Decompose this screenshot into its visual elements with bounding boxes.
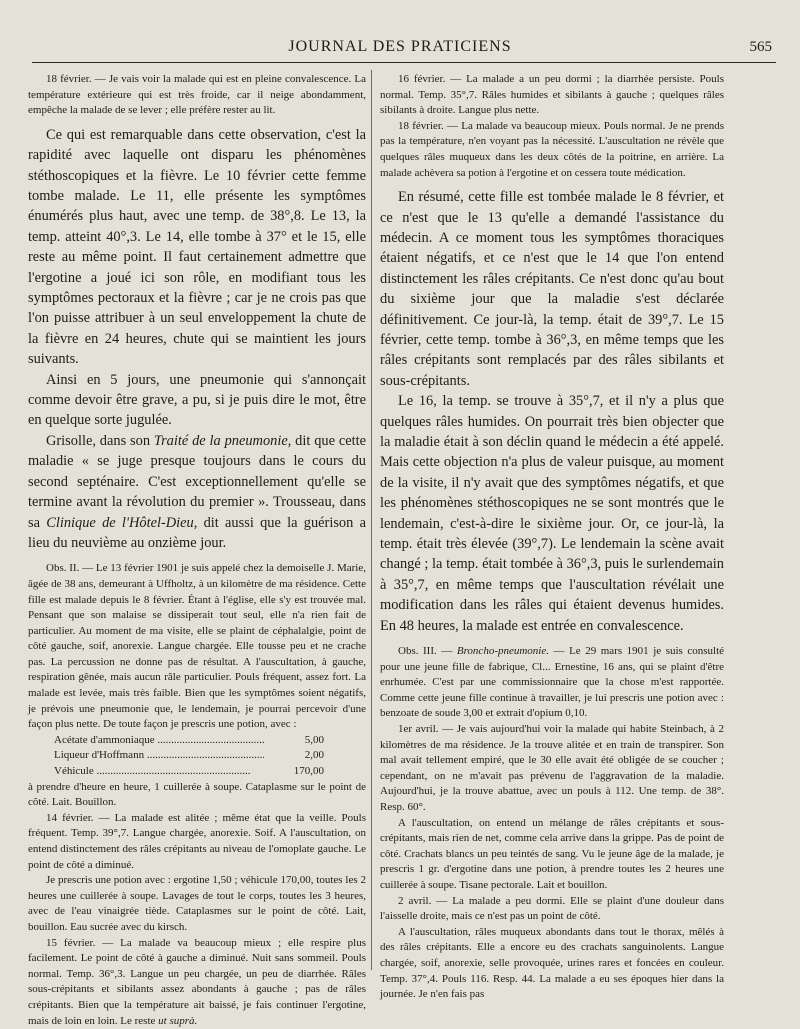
paragraph-remarque: Ce qui est remarquable dans cette observation, c'est la rapidité avec laquelle ont disparu les phénomènes stéthoscopiques et la fièvre. Le 10 février cette femme tombe malade. Le 11, elle présente les symptômes énumérés plus haut, avec une temp. de 38°,8. Le 13, la temp. atteint 40°,3. Le 14, elle tombe à 37° et le 15, elle reste au même point. Il faut certainement admettre que l'ergotine a joué ici son rôle, en modifiant tous les symptômes pectoraux et la fièvre ; car je ne crois pas que l'on puisse attribuer à un seul enveloppement la chute de la fièvre en 24 heures, chute qui se maintient les jours suivants. bbox=[28, 126, 366, 368]
paragraph-le-16: Le 16, la temp. se trouve à 35°,7, et il n'y a plus que quelques râles humides. On pourrait très bien objecter que la maladie était à son déclin quand le médecin a été appelé. Mais cette objection n'a plus de valeur puisque, au moment de la visite, il n'y avait que des symptômes négatifs, et que les phénomènes stéthoscopiques ne se sont montrés que le lendemain, c'est-à-dire le sixième jour. Or, ce jour-là, la temp. était très élevée (39°,7). Le lendemain la scène avait changé ; la temp. était tombée à 36°,3, puis le surlendemain à 35°,7, en même temps que l'auscultation révélait une modification dans les râles qui étaient devenus humides. En 48 heures, la malade est entrée en convalescence. bbox=[380, 393, 724, 634]
observation-3 bbox=[380, 644, 724, 722]
book-title-clinique: Clinique de l'Hôtel-Dieu bbox=[46, 514, 194, 531]
text-run: , dit que cette maladie « se juge presque toujours dans le cours du second septénaire. C'est exceptionnellement qu'elle se termine avant la révolution du premier ». Trousseau, dans sa bbox=[28, 432, 366, 531]
ingredient-name: Liqueur d'Hoffmann ..... bbox=[54, 748, 264, 764]
page-number: 565 bbox=[749, 39, 772, 55]
observation-title: Broncho-pneumonie. bbox=[456, 645, 549, 658]
header-rule bbox=[32, 62, 776, 63]
paragraph-2-avril: 2 avril. — La malade a peu dormi. Elle se plaint d'une douleur dans l'aisselle droite, mais ce n'est pas un point de côté. bbox=[380, 894, 724, 923]
formula-row bbox=[54, 764, 324, 780]
text-run: , dit aussi que la guérison a lieu du neuvième au onzième jour. bbox=[28, 514, 366, 551]
paragraph-1er-avril: 1er avril. — Je vais aujourd'hui voir la malade qui habite Steinbach, à 2 kilomètres de ma résidence. Je la trouve alitée et en train de transpirer. Son mal avait tellement empiré, que le 30 elle avait été obligée de se coucher ; cependant, on ne m'avait pas prévenu de l'aggravation de la maladie. Aujourd'hui, je la trouve abattue, avec un pouls à 112. Une temp. de 38°. Resp. 60°. bbox=[380, 723, 724, 814]
running-title: JOURNAL DES PRATICIENS bbox=[288, 38, 512, 55]
formula-row bbox=[54, 748, 324, 764]
paragraph-ainsi: Ainsi en 5 jours, une pneumonie qui s'annonçait comme devoir être grave, a pu, si je puis dire le mot, être en quelque sorte jugulée. bbox=[28, 371, 366, 429]
right-column bbox=[380, 72, 724, 1003]
paragraph-18-fevrier: 18 février. — Je vais voir la malade qui est en pleine convalescence. La température extérieure qui est très froide, car il neige abondamment, empêche la malade de se lever ; elle préfère rester au lit. bbox=[28, 73, 366, 117]
paragraph-18-fevrier-b: 18 février. — La malade va beaucoup mieux. Pouls normal. Je ne prends pas la température, n'en voyant pas la nécessité. L'auscultation ne révèle que quelques râles muqueux dans les deux côtés de la poitrine, en arrière. La malade achèvera sa potion à l'ergotine et on cessera toute médication. bbox=[380, 119, 724, 179]
ingredient-amount: 170,00 bbox=[293, 765, 324, 778]
text-run: Obs. III. — bbox=[398, 645, 457, 658]
column-divider bbox=[371, 70, 372, 970]
text-run: 15 février. — La malade va beaucoup mieux ; elle respire plus facilement. Le point de côté à gauche a diminué. Nuit sans sommeil. Pouls normal. Temp. 36°,3. Langue un peu chargée, un peu de diarrhée. Râles sous-crépitants et sibilants assez abondants à gauche ; pas de râles crépitants. Bien que la température ait baissé, je fais continuer l'ergotine, mais de loin en loin. Le reste bbox=[28, 936, 366, 1027]
text-run-italic: ut suprà. bbox=[158, 1014, 198, 1027]
page-header bbox=[0, 38, 800, 60]
left-column bbox=[28, 72, 366, 1029]
paragraph-auscultation-2: A l'auscultation, râles muqueux abondants dans tout le thorax, mêlés à des râles crépitants. Elle a encore eu des crachats sanguinolents. Langue chargée, soif, anorexie, selle provoquée, urines rares et foncées en couleur. Temp. 37°,4. Pouls 116. Resp. 44. La malade a eu ses époques hier dans la journée. Je n'en fais pas bbox=[380, 925, 724, 1001]
paragraph-grisolle bbox=[28, 431, 366, 553]
paragraph-prescription-ergotine: Je prescris une potion avec : ergotine 1,50 ; véhicule 170,00, toutes les 2 heures une cuillerée à soupe. Lavages de tout le corps, toutes les 3 heures, avec de l'eau vinaigrée tiède. Cataplasmes sur le point de côté. Lait, bouillon. Eau sucrée avec du kirsch. bbox=[28, 874, 366, 933]
paragraph-16-fevrier: 16 février. — La malade a un peu dormi ; la diarrhée persiste. Pouls normal. Temp. 35°,7. Râles humides et sibilants à gauche ; quelques râles sibilants à droite. Langue plus nette. bbox=[380, 73, 724, 117]
ingredient-amount: 2,00 bbox=[304, 749, 324, 762]
paragraph-15-fevrier bbox=[28, 936, 366, 1029]
observation-2: Obs. II. — Le 13 février 1901 je suis appelé chez la demoiselle J. Marie, âgée de 38 ans, demeurant à Uffholtz, à un kilomètre de ma résidence. Cette fille est malade depuis le 8 février. Étant à l'église, elle s'y est trouvée mal. Pensant que son malaise se dissiperait tout seul, elle n'a rien fait de particulier. Au moment de ma visite, elle se plaint de céphalalgie, point de côté gauche, soif, anorexie. Langue chargée. Elle tousse peu et ne crache pas. La percussion ne donne pas de résultat. A l'auscultation, à gauche, respiration gênée, mais aucun râle particulier. Pouls fréquent, assez fort. La malade est levée, mais très faible. Bien que les symptômes soient négatifs, je prévois une pneumonie que, le lendemain, je pourrai percevoir d'une façon plus nette. De toute façon je prescris une potion, avec : bbox=[28, 562, 366, 731]
book-title-traite: Traité de la pneumonie bbox=[153, 432, 288, 449]
paragraph-14-fevrier: 14 février. — La malade est alitée ; même état que la veille. Pouls fréquent. Temp. 39°,7. Langue chargée, anorexie. Soif. A l'auscultation, on entend distinctement des râles crépitants au niveau de l'omoplate gauche. Le point de côté a diminué. bbox=[28, 811, 366, 871]
formula-row bbox=[54, 733, 324, 749]
ingredient-name: Acétate d'ammoniaque ..... bbox=[54, 733, 264, 749]
ingredient-name: Véhicule ..... bbox=[54, 764, 264, 780]
paragraph-auscultation: A l'auscultation, on entend un mélange de râles crépitants et sous-crépitants, mais rien de net, comme cela arrive dans la grippe. Pas de point de côté. Crachats blancs un peu teintés de sang. Vu le jeune âge de la malade, je prescris 1 gr. d'ergotine dans une potion, à prendre toutes les 2 heures une cuillerée à soupe. Tisane pectorale. Lait et bouillon. bbox=[380, 816, 724, 891]
text-run: — Le 29 mars 1901 je suis consulté pour une jeune fille de fabrique, Cl... Ernestine, 16 ans, qui se plaint d'être enrhumée. C'est par une commissionnaire que la chose m'est rapportée. Comme cette jeune fille continue à travailler, je lui prescris une potion avec : benzoate de soude 3,00 et extrait d'opium 0,10. bbox=[380, 645, 725, 720]
ingredient-amount: 5,00 bbox=[304, 733, 324, 746]
paragraph-posology: à prendre d'heure en heure, 1 cuillerée à soupe. Cataplasme sur le point de côté. Lait. Bouillon. bbox=[28, 780, 366, 809]
paragraph-en-resume: En résumé, cette fille est tombée malade le 8 février, et ce n'est que le 13 qu'elle a demandé l'assistance du médecin. A ce moment tous les symptômes thoraciques étaient négatifs, et ce n'est que le 14 que l'on entend distinctement les râles crépitants. Ce n'est donc qu'au bout du sixième jour que la maladie s'est déclarée définitivement. Ce jour-là, la temp. était de 39°,7. Le 15 février, cette temp. tombe à 36°,3, en même temps que les râles crépitants sont remplacés par des râles sibilants et sous-crépitants. bbox=[380, 189, 724, 389]
text-run: Grisolle, dans son bbox=[46, 432, 154, 449]
prescription-formula bbox=[28, 733, 366, 780]
